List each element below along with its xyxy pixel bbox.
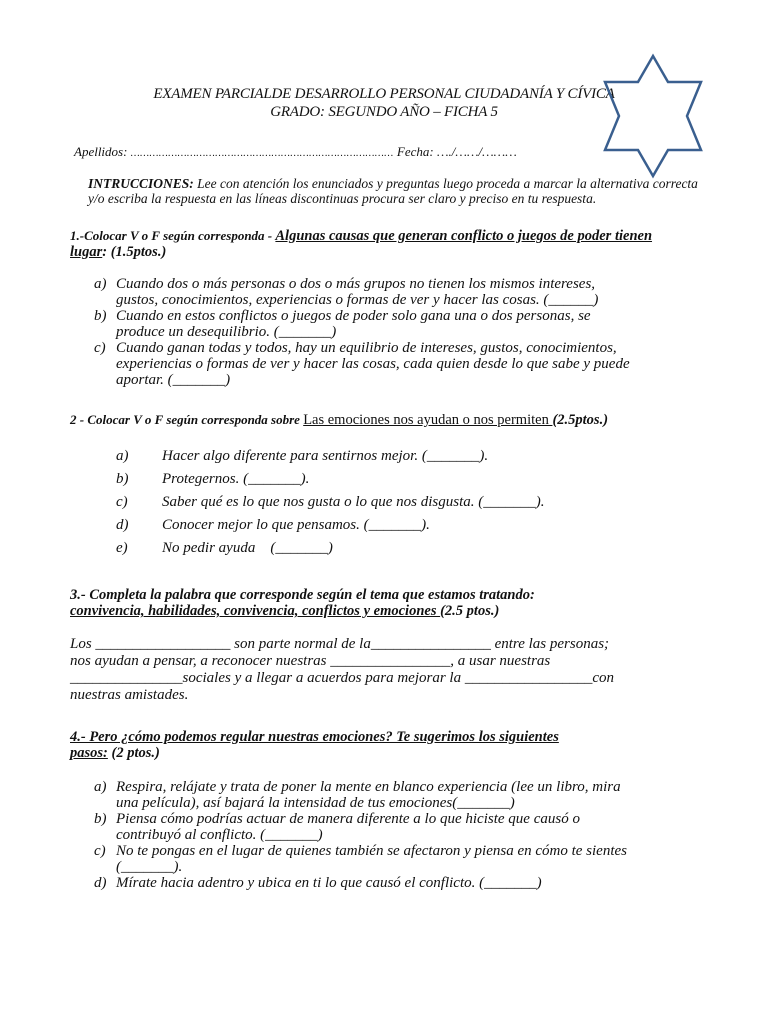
q1-heading: 1.-Colocar V o F según corresponda - Algunas causas que generan conflicto o juegos de poder tienen lugar: (1.5ptos.) (70, 228, 653, 260)
q4d-answer[interactable]: Mírate hacia adentro y ubica en ti lo que causó el conflicto. (_______) (116, 875, 542, 891)
star-icon (598, 52, 708, 180)
q2a-answer[interactable]: Hacer algo diferente para sentirnos mejor. (_______). (162, 448, 489, 464)
student-info-line (74, 144, 517, 160)
q1-list: a) Cuando dos o más personas o dos o más grupos no tienen los mismos intereses, gustos, conocimientos, experiencias o formas de ver y hacer las cosas. (______) b) Cuando en estos conflictos o juegos de poder solo gana una o dos personas, se produce un desequilibrio. (_______) c) Cuando ganan todas y todos, hay un equilibrio de intereses, gustos, conocimientos, experiencias o formas de ver y hacer las cosas, cada quien desde lo que sabe y puede aportar. (_______) (94, 276, 630, 388)
instructions-text: Lee con atención los enunciados y preguntas luego proceda a marcar la alternativa correcta y/o escriba la respuesta en las líneas discontinuas procura ser claro y preciso en tu respuesta. (88, 176, 698, 206)
apellidos-label: Apellidos: (74, 144, 128, 159)
q1c-answer[interactable]: aportar. (_______) (116, 372, 231, 388)
instructions (88, 176, 698, 206)
q2-heading: 2 - Colocar V o F según corresponda sobre Las emociones nos ayudan o nos permiten (2.5ptos.) (70, 412, 609, 428)
fecha-field[interactable]: …./……/……… (436, 144, 517, 159)
apellidos-field[interactable]: ………………………………………………………………………… (130, 148, 394, 159)
fecha-label: Fecha: (396, 144, 434, 159)
q3-heading: 3.- Completa la palabra que corresponde según el tema que estamos tratando: convivencia, habilidades, convivencia, conflictos y emociones (2.5 ptos.) (70, 587, 535, 619)
q1b-answer[interactable]: produce un desequilibrio. (_______) (116, 324, 337, 340)
exam-title: EXAMEN PARCIALDE DESARROLLO PERSONAL CIUDADANÍA Y CÍVICA (153, 86, 615, 102)
instructions-label: INTRUCCIONES: (88, 176, 194, 191)
q4a-answer[interactable]: una película), así bajará la intensidad de tus emociones(_______) (116, 795, 515, 811)
q2b-answer[interactable]: Protegernos. (_______). (162, 471, 310, 487)
q1a-answer[interactable]: gustos, conocimientos, experiencias o formas de ver y hacer las cosas. (______) (116, 292, 599, 308)
q4b-answer[interactable]: contribuyó al conflicto. (_______) (116, 827, 323, 843)
q4c-answer[interactable]: (_______). (116, 859, 183, 875)
q2d-answer[interactable]: Conocer mejor lo que pensamos. (_______). (162, 517, 430, 533)
q4-heading: 4.- Pero ¿cómo podemos regular nuestras emociones? Te sugerimos los siguientes pasos: (2 ptos.) (70, 729, 559, 761)
q2-list: a) Hacer algo diferente para sentirnos mejor. (_______). b) Protegernos. (_______). c) Saber qué es lo que nos gusta o lo que nos disgusta. (_______). d) Conocer mejor lo que pensamos. (_______). e) No pedir ayuda (_______) (116, 448, 545, 556)
q2c-answer[interactable]: Saber qué es lo que nos gusta o lo que nos disgusta. (_______). (162, 494, 545, 510)
q4-list: a) Respira, relájate y trata de poner la mente en blanco experiencia (lee un libro, mira una película), así bajará la intensidad de tus emociones(_______) b) Piensa cómo podrías actuar de manera diferente a lo que hiciste que causó o contribuyó al conflicto. (_______) c) No te pongas en el lugar de quienes también se afectaron y piensa en cómo te sientes (_______). d) Mírate hacia adentro y ubica en ti lo que causó el conflicto. (_______) (94, 779, 628, 891)
q2e-answer[interactable]: No pedir ayuda (_______) (162, 540, 333, 556)
exam-subtitle: GRADO: SEGUNDO AÑO – FICHA 5 (270, 104, 498, 120)
q3-fill-text[interactable]: Los __________________ son parte normal de la________________ entre las personas; nos ayudan a pensar, a reconocer nuestras ________________, a usar nuestras _______________sociales y a llegar a acuerdos para mejorar la _________________con nuestras amistades. (70, 636, 614, 703)
